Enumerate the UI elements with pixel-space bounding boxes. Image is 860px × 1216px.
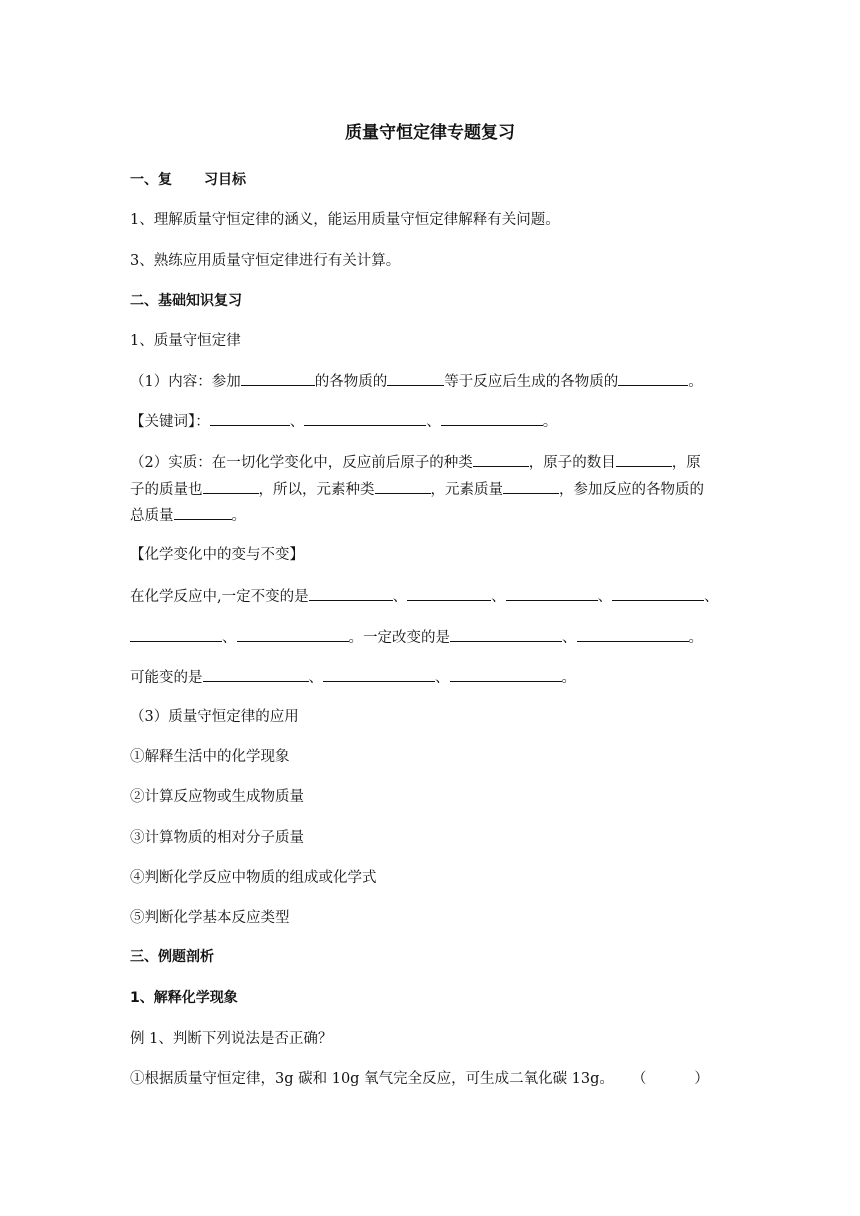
content-paragraph: （1）内容：参加 的各物质的 等于反应后生成的各物质的 。	[130, 371, 703, 392]
unchanged-line-1: 在化学反应中,一定不变的是 、 、 、 、	[130, 586, 719, 607]
example-subheading: 1、解释化学现象	[130, 990, 238, 1006]
fill-blank[interactable]	[203, 667, 309, 682]
fill-blank[interactable]	[210, 411, 290, 426]
fill-blank[interactable]	[618, 371, 688, 386]
fill-blank[interactable]	[441, 411, 543, 426]
fill-blank[interactable]	[503, 479, 559, 494]
fill-blank[interactable]	[450, 667, 562, 682]
change-heading: 【化学变化中的变与不变】	[130, 547, 304, 563]
fill-blank[interactable]	[407, 586, 491, 601]
fill-blank[interactable]	[174, 505, 232, 520]
apply-heading: （3）质量守恒定律的应用	[130, 709, 299, 725]
fill-blank[interactable]	[612, 586, 704, 601]
fill-blank[interactable]	[241, 371, 315, 386]
fill-blank[interactable]	[309, 586, 393, 601]
apply-item-5: ⑤判断化学基本反应类型	[130, 910, 290, 926]
essence-line-2: 子的质量也 ，所以，元素种类 ，元素质量 ，参加反应的各物质的	[130, 479, 704, 500]
essence-line-1: （2）实质：在一切化学变化中，反应前后原子的种类 ，原子的数目 ，原	[130, 452, 701, 473]
page-title: 质量守恒定律专题复习	[345, 123, 515, 143]
fill-blank[interactable]	[323, 667, 435, 682]
essence-line-3: 总质量 。	[130, 505, 246, 526]
section-heading-goals: 一、复 习目标	[130, 172, 246, 188]
apply-item-2: ②计算反应物或生成物质量	[130, 789, 304, 805]
fill-blank[interactable]	[130, 627, 222, 642]
fill-blank[interactable]	[616, 452, 672, 467]
example-1-question: 例 1、判断下列说法是否正确？	[130, 1031, 333, 1047]
section-heading-basics: 二、基础知识复习	[130, 293, 242, 309]
fill-blank[interactable]	[237, 627, 349, 642]
apply-item-4: ④判断化学反应中物质的组成或化学式	[130, 870, 377, 886]
fill-blank[interactable]	[375, 479, 431, 494]
fill-blank[interactable]	[304, 411, 426, 426]
goal-item-3: 3、熟练应用质量守恒定律进行有关计算。	[130, 253, 401, 269]
apply-item-3: ③计算物质的相对分子质量	[130, 830, 304, 846]
fill-blank[interactable]	[577, 627, 689, 642]
maybe-line: 可能变的是 、 、 。	[130, 667, 576, 688]
example-1-statement-1: ①根据质量守恒定律，3g 碳和 10g 氧气完全反应，可生成二氧化碳 13g。 （ ）	[130, 1071, 709, 1087]
goal-item-1: 1、理解质量守恒定律的涵义，能运用质量守恒定律解释有关问题。	[130, 212, 560, 228]
fill-blank[interactable]	[387, 371, 444, 386]
apply-item-1: ①解释生活中的化学现象	[130, 749, 290, 765]
fill-blank[interactable]	[203, 479, 259, 494]
subheading-law: 1、质量守恒定律	[130, 333, 241, 349]
unchanged-line-2: 、 。一定改变的是 、 。	[130, 627, 703, 648]
keywords-line: 【关键词】： 、 、 。	[130, 411, 557, 432]
fill-blank[interactable]	[450, 627, 562, 642]
section-heading-examples: 三、例题剖析	[130, 949, 214, 965]
fill-blank[interactable]	[506, 586, 598, 601]
fill-blank[interactable]	[473, 452, 529, 467]
